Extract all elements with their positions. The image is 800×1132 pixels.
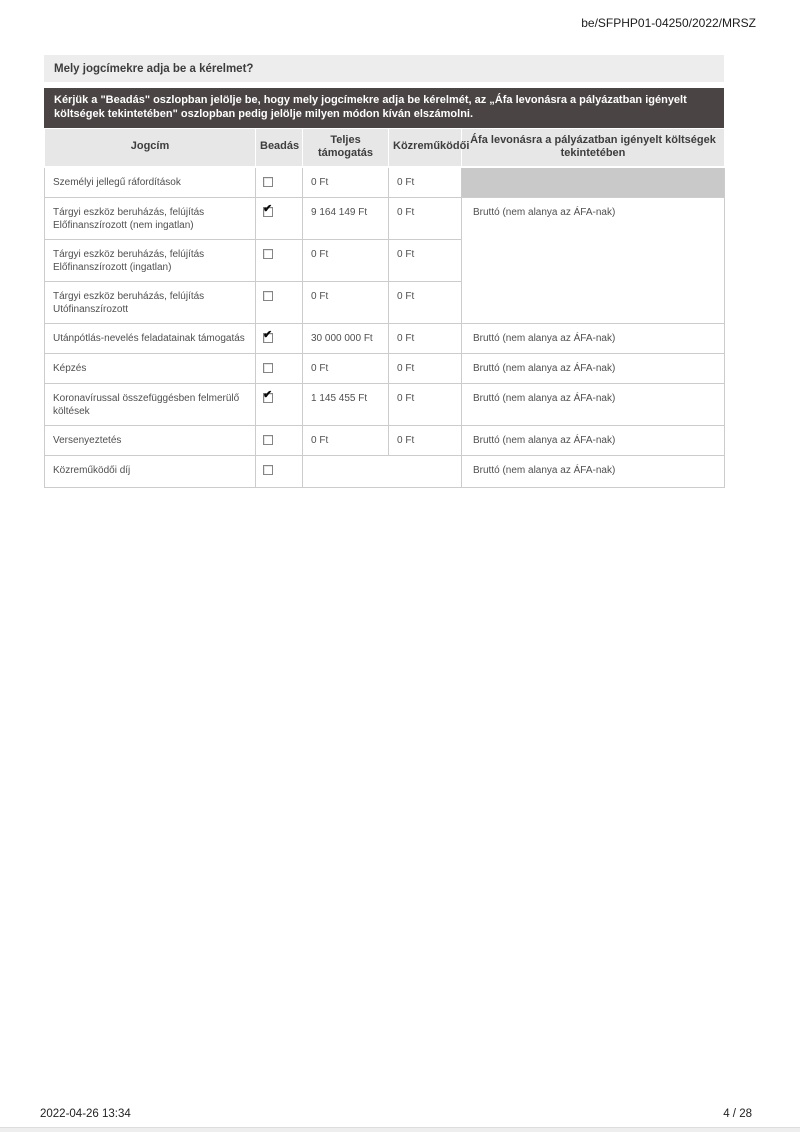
teljes-tamogatas-cell: 0 Ft: [303, 167, 389, 197]
kozremukodoi-cell: 0 Ft: [389, 197, 462, 239]
teljes-tamogatas-cell: 0 Ft: [303, 281, 389, 323]
beadas-cell: [256, 383, 303, 425]
jogcim-cell: Utánpótlás-nevelés feladatainak támogatás: [45, 323, 256, 353]
header-beadas: Beadás: [256, 128, 303, 167]
kozremukodoi-cell: 0 Ft: [389, 167, 462, 197]
checkmark-icon: ✔: [263, 328, 273, 341]
afa-cell: [462, 167, 725, 197]
table-row: [45, 353, 725, 383]
kozremukodoi-cell: 0 Ft: [389, 239, 462, 281]
teljes-tamogatas-cell: 1 145 455 Ft: [303, 383, 389, 425]
table-row: [45, 197, 725, 239]
checkbox-unchecked-icon[interactable]: [263, 465, 273, 475]
beadas-cell: [256, 323, 303, 353]
jogcim-cell: Tárgyi eszköz beruházás, felújítás Előfinanszírozott (nem ingatlan): [45, 197, 256, 239]
table-row: [45, 167, 725, 197]
teljes-tamogatas-cell: 30 000 000 Ft: [303, 323, 389, 353]
checkbox-unchecked-icon[interactable]: [263, 177, 273, 187]
kozremukodoi-cell: 0 Ft: [389, 323, 462, 353]
footer-timestamp: 2022-04-26 13:34: [40, 1108, 131, 1120]
content-area: [44, 55, 724, 488]
table-row: [45, 323, 725, 353]
afa-cell: Bruttó (nem alanya az ÁFA-nak): [462, 353, 725, 383]
document-reference: be/SFPHP01-04250/2022/MRSZ: [581, 16, 756, 30]
page-bottom-edge: [0, 1127, 800, 1132]
table-row: [45, 383, 725, 425]
jogcim-cell: Képzés: [45, 353, 256, 383]
jogcim-cell: Koronavírussal összefüggésben felmerülő költések: [45, 383, 256, 425]
checkmark-icon: ✔: [263, 388, 273, 401]
table-header-row: [45, 128, 725, 167]
afa-cell: Bruttó (nem alanya az ÁFA-nak): [462, 425, 725, 455]
jogcim-cell: Tárgyi eszköz beruházás, felújítás Utófinanszírozott: [45, 281, 256, 323]
beadas-cell: [256, 425, 303, 455]
checkbox-checked-icon[interactable]: [263, 202, 273, 217]
header-afa: Áfa levonásra a pályázatban igényelt költségek tekintetében: [462, 128, 725, 167]
checkbox-unchecked-icon[interactable]: [263, 363, 273, 373]
afa-cell: Bruttó (nem alanya az ÁFA-nak): [462, 323, 725, 353]
checkmark-icon: ✔: [263, 202, 273, 215]
teljes-tamogatas-cell: 9 164 149 Ft: [303, 197, 389, 239]
jogcim-cell: Tárgyi eszköz beruházás, felújítás Előfinanszírozott (ingatlan): [45, 239, 256, 281]
beadas-cell: [256, 197, 303, 239]
teljes-tamogatas-cell: 0 Ft: [303, 425, 389, 455]
amounts-empty-cell: [303, 455, 462, 487]
checkbox-checked-icon[interactable]: [263, 328, 273, 343]
jogcim-cell: Személyi jellegű ráfordítások: [45, 167, 256, 197]
header-kozremukodoi: Közreműködői: [389, 128, 462, 167]
afa-cell: Bruttó (nem alanya az ÁFA-nak): [462, 383, 725, 425]
footer-page-number: 4 / 28: [723, 1108, 752, 1120]
beadas-cell: [256, 455, 303, 487]
table-body: [45, 167, 725, 487]
afa-cell: Bruttó (nem alanya az ÁFA-nak): [462, 455, 725, 487]
jogcim-cell: Versenyeztetés: [45, 425, 256, 455]
teljes-tamogatas-cell: 0 Ft: [303, 353, 389, 383]
kozremukodoi-cell: 0 Ft: [389, 383, 462, 425]
afa-cell: Bruttó (nem alanya az ÁFA-nak): [462, 197, 725, 323]
header-teljes-tamogatas: Teljes támogatás: [303, 128, 389, 167]
checkbox-unchecked-icon[interactable]: [263, 249, 273, 259]
jogcim-table: [44, 128, 725, 488]
header-jogcim: Jogcím: [45, 128, 256, 167]
kozremukodoi-cell: 0 Ft: [389, 281, 462, 323]
beadas-cell: [256, 281, 303, 323]
table-row: [45, 455, 725, 487]
table-row: [45, 425, 725, 455]
checkbox-unchecked-icon[interactable]: [263, 435, 273, 445]
instruction-bar: Kérjük a "Beadás" oszlopban jelölje be, hogy mely jogcímekre adja be kérelmét, az „Áfa levonásra a pályázatban igényelt költségek tekintetében" oszlopban pedig jelölje milyen módon kíván elszámolni.: [44, 88, 724, 128]
section-title: Mely jogcímekre adja be a kérelmet?: [44, 55, 724, 82]
teljes-tamogatas-cell: 0 Ft: [303, 239, 389, 281]
beadas-cell: [256, 239, 303, 281]
checkbox-unchecked-icon[interactable]: [263, 291, 273, 301]
jogcim-cell: Közreműködői díj: [45, 455, 256, 487]
beadas-cell: [256, 353, 303, 383]
checkbox-checked-icon[interactable]: [263, 388, 273, 403]
kozremukodoi-cell: 0 Ft: [389, 425, 462, 455]
kozremukodoi-cell: 0 Ft: [389, 353, 462, 383]
beadas-cell: [256, 167, 303, 197]
